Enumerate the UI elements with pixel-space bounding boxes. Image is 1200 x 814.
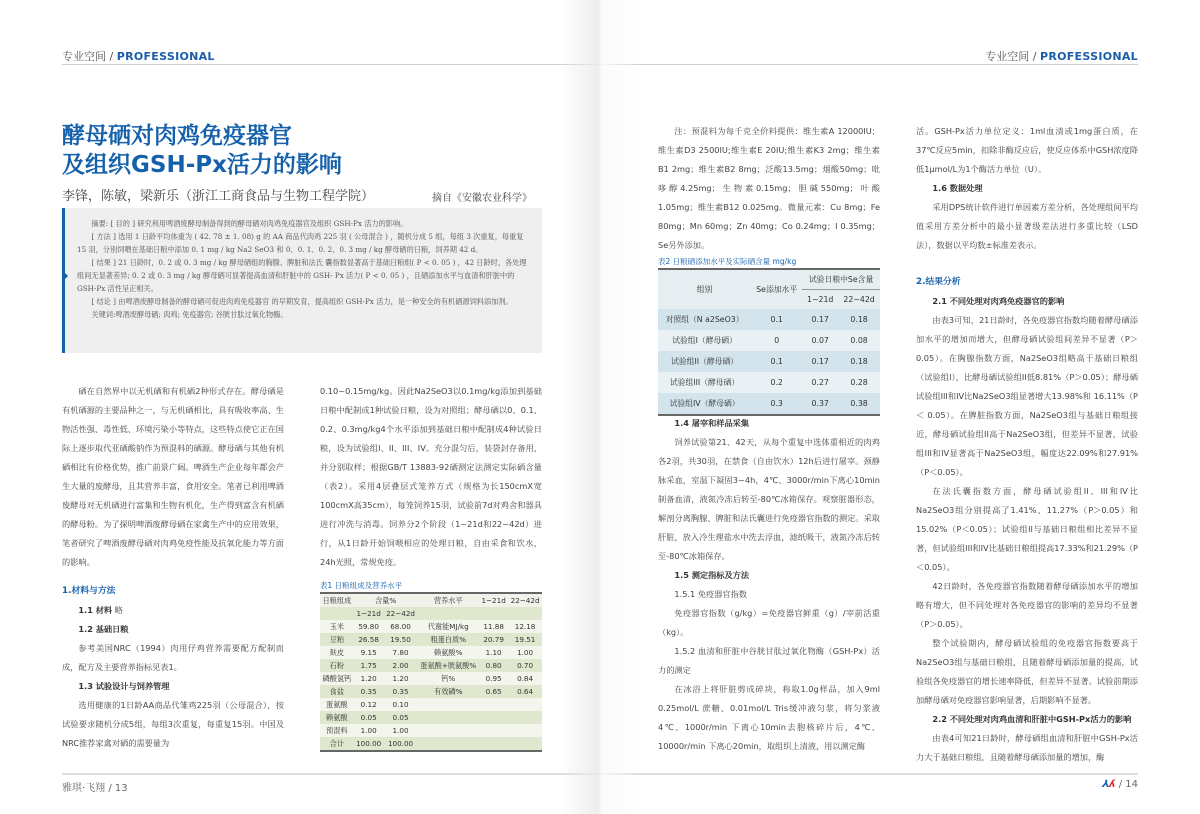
footer-divider [62, 773, 600, 775]
table-cell: 赖氨酸 [320, 711, 354, 724]
text-1-5-2: 在冰浴上将肝脏剪成碎块，称取1.0g样品，加入9ml 0.25mol/L 蔗糖、0.01mol/L Tris缓冲液匀浆，将匀浆液4℃、1000r/min 下离心10min去胞核碎片后，4℃、10000r/min 下离心20min，取组织上清液，用以测定酶 [658, 684, 880, 751]
subheading-1-5-1: 1.5.1 免疫器官指数 [674, 589, 747, 599]
section-heading-1: 1.材料与方法 [62, 586, 116, 596]
abstract-box [62, 208, 542, 353]
table-cell: 磷酸氢钙 [320, 672, 354, 685]
table-cell: 0.35 [384, 685, 418, 698]
table-cell: 试验组I（酵母硒） [658, 330, 751, 351]
table-cell: 9.15 [354, 646, 384, 659]
table-cell: 麸皮 [320, 646, 354, 659]
table-header-cell: 含量% [354, 593, 418, 607]
text-1-6: 采用DPS统计软件进行单因素方差分析，各处理组间平均值采用方差分析中的最小显著级差法进行多重比较（LSD法），数据以平均数±标准差表示。 [916, 202, 1138, 250]
table-cell: 钙% [417, 672, 479, 685]
subheading-1-3: 1.3 试验设计与饲养管理 [78, 681, 170, 691]
text-1-1: 略 [114, 605, 123, 615]
table-cell [417, 711, 479, 724]
table-header-cell: 组别 [658, 269, 751, 309]
table-row [658, 330, 880, 351]
table-cell: 粗蛋白质% [417, 633, 479, 646]
column-2 [320, 382, 542, 572]
section-header [62, 48, 215, 64]
table-cell: 蛋氨酸 [320, 698, 354, 711]
table-cell: 0.1 [751, 309, 802, 330]
page-number: / 14 [1118, 779, 1138, 790]
header-cn: 专业空间 / [62, 50, 117, 63]
abstract-marker-icon [62, 270, 68, 282]
table-cell: 合计 [320, 737, 354, 751]
subheading-2-1: 2.1 不同处理对肉鸡免疫器官的影响 [932, 296, 1065, 306]
subheading-1-1: 1.1 材料 [78, 605, 113, 615]
table-cell: 100.00 [354, 737, 384, 751]
table-row [320, 685, 542, 698]
text-2-1-p1: 由表3可知，21日龄时，各免疫器官指数均随着酵母硒添加水平的增加而增大，但酵母硒试验组间差异不显著（P＞0.05）。在胸腺指数方面，Na2SeO3组略高于基础日粮组（试验组I），比酵母硒试验组II低8.81%（P＞0.05）；酵母硒试验组III和IV比Na2SeO3组显著增大13.98%和 16.11%（P＜ 0.05）。在脾脏指数方面，Na2SeO3组与基础日粮组接近，酵母硒试验组II高于Na2SeO3组，但差异不显著，试验组III和IV显著高于Na2SeO3组，幅度达22.09%和27.91%（P＜0.05）。 [916, 315, 1138, 477]
table-cell [417, 724, 479, 737]
table-row [320, 672, 542, 685]
table-header-cell: 22~42d [838, 290, 880, 310]
table-cell [508, 737, 542, 751]
subheading-1-2: 1.2 基础日粮 [78, 624, 129, 634]
table-cell: 蛋氨酸+胱氨酸% [417, 659, 479, 672]
table-cell: 0.1 [751, 351, 802, 372]
table-cell: 0.17 [802, 309, 838, 330]
subheading-1-6: 1.6 数据处理 [932, 183, 983, 193]
text-2-1-p2: 在法氏囊指数方面，酵母硒试验组II、III和IV比Na2SeO3组分别提高了1.41%、11.27%（P＞0.05）和15.02%（P＜0.05）；试验组II与基础日粮组相比差异不显著，但试验组III和IV比基础日粮组提高17.33%和21.29%（P＜0.05）。 [916, 486, 1138, 572]
table-cell: 0.27 [802, 372, 838, 393]
table-cell [479, 698, 508, 711]
table-cell: 预混料 [320, 724, 354, 737]
table-cell [508, 724, 542, 737]
intro-paragraph: 硒在自然界中以无机硒和有机硒2种形式存在。酵母硒是有机硒源的主要品种之一，与无机硒相比，具有吸收率高、生物活性强、毒性低、环境污染小等特点，这些特点使它正在国际上逐步取代亚硒酸钠作为预混料的硒源。酵母硒与其他有机硒相比有价格优势，推广前景广阔。啤酒生产企业每年都会产生大量的废酵母，且其营养丰富，食用安全。笔者已利用啤酒废酵母对无机硒进行富集和生物有机化，生产得到富含有机硒的酵母粉。为了探明啤酒废酵母硒在家禽生产中的应用效果，笔者研究了啤酒废酵母硒对肉鸡免疫性能及抗氧化能力等方面的影响。 [62, 386, 284, 567]
text-1-3-cont: 0.10~0.15mg/kg。因此Na2SeO3以0.1mg/kg添加到基础日粮中配制成1种试验日粮，设为对照组；酵母硒以0、0.1、0.2、0.3mg/kg4个水平添加到基础日粮中配制成4种试验日粮，设为试验组I、II、III、IV。充分混匀后，装袋封存备用，并分别取样；根据GB/T 13883-92硒测定法测定实际硒含量（表2）。采用4层叠层式笼养方式（规格为长150cmX宽100cmX高35cm），每笼饲养15羽，试验前7d对鸡舍和器具进行冲洗与消毒。饲养分2个阶段（1~21d和22~42d）进行，从1日龄开始饲喂相应的处理日粮，自由采食和饮水，24h光照，常规免疫。 [320, 386, 542, 567]
header-en: PROFESSIONAL [1039, 50, 1138, 63]
table-header-cell [320, 607, 354, 620]
table-2 [658, 268, 880, 416]
table-header-cell [508, 607, 542, 620]
table-header-cell: 22~42d [508, 593, 542, 607]
table-header-cell: 22~42d [384, 607, 418, 620]
table-1 [320, 592, 542, 752]
table-cell: 石粉 [320, 659, 354, 672]
column-3 [658, 122, 880, 255]
table-cell: 59.80 [354, 620, 384, 633]
table-cell: 有效磷% [417, 685, 479, 698]
table-cell: 食盐 [320, 685, 354, 698]
subheading-2-2: 2.2 不同处理对肉鸡血清和肝脏中GSH-Px活力的影响 [932, 714, 1132, 724]
table-cell: 0.08 [838, 330, 880, 351]
title-line-1: 酵母硒对肉鸡免疫器官 [62, 123, 292, 149]
text-1-3: 选用健康的1日龄AA商品代雏鸡225羽（公母混合），按试验要求随机分成5组，每组3次重复，每重复15羽。中国及NRC推荐家禽对硒的需要量为 [62, 700, 284, 748]
table-cell: 0.65 [479, 685, 508, 698]
table-1-block [320, 580, 542, 752]
page-number-right [1101, 779, 1138, 790]
table-cell: 0.05 [354, 711, 384, 724]
table-cell [417, 737, 479, 751]
abstract-conclusion: [ 结论 ] 由啤酒废酵母制备的酵母硒可促进肉鸡免疫器官 的早期发育，提高组织 GSH-Px 活力，是一种安全的有机硒源饲料添加剂。 [91, 297, 513, 306]
table-cell: 0.38 [838, 393, 880, 415]
table-row [658, 309, 880, 330]
table-cell: 0.80 [479, 659, 508, 672]
table-cell: 0.64 [508, 685, 542, 698]
text-1-2: 参考美国NRC（1994）肉用仔鸡营养需要配方配制而成，配方及主要营养指标见表1。 [62, 643, 284, 672]
table-row [320, 698, 542, 711]
table-cell: 19.50 [384, 633, 418, 646]
subheading-1-5-2: 1.5.2 血清和肝脏中谷胱甘肽过氧化物酶（GSH-Px）活力的测定 [658, 646, 880, 675]
table-cell: 对照组（N a2SeO3） [658, 309, 751, 330]
table-2-caption: 表2 日粮硒添加水平及实际硒含量 mg/kg [658, 257, 797, 266]
table-cell [417, 698, 479, 711]
table-cell: 7.80 [384, 646, 418, 659]
table-header-cell: 日粮组成 [320, 593, 354, 607]
text-2-2: 由表4可知21日龄时，酵母硒组血清和肝脏中GSH-Px活力大于基础日粮组，且随着酵母硒添加量的增加，酶 [916, 733, 1138, 762]
table-row [320, 737, 542, 751]
header-divider [600, 64, 1138, 65]
table-cell: 试验组III（酵母硒） [658, 372, 751, 393]
footer-divider [600, 773, 1138, 775]
table-cell [479, 737, 508, 751]
table-cell: 1.75 [354, 659, 384, 672]
table-row [658, 351, 880, 372]
table-1-header [320, 593, 542, 607]
table-row [320, 620, 542, 633]
table-cell: 0 [751, 330, 802, 351]
table-row [658, 372, 880, 393]
premix-note: 注：预混料为每千克全价料提供：维生素A 12000IU；维生素D3 2500IU;维生素E 20IU;维生素K3 2mg；维生素B1 2mg；维生素B2 8mg；泛酸13.5mg；烟酸50mg；吡哆醇4.25mg；生物素0.15mg；胆碱550mg；叶酸1.05mg；维生素B12 0.025mg。微量元素：Cu 8mg；Fe 80mg；Mn 60mg；Zn 40mg；Co 0.24mg；I 0.35mg；Se另外添加。 [658, 126, 880, 250]
text-1-5-1: 免疫器官指数（g/kg）=免疫器官鲜重（g）/宰前活重（kg）。 [658, 608, 880, 637]
table-header-cell [479, 607, 508, 620]
table-cell: 试验组II（酵母硒） [658, 351, 751, 372]
table-cell: 0.12 [354, 698, 384, 711]
column-4 [916, 122, 1138, 767]
abstract-aim: 摘要: [ 目的 ] 研究利用啤酒废酵母制备得到的酵母硒对肉鸡免疫器官及组织 GSH-Px 活力的影响。 [91, 219, 408, 228]
table-cell: 19.51 [508, 633, 542, 646]
magazine-logo-icon: ⅄ʎ [1101, 779, 1116, 790]
table-cell: 1.20 [384, 672, 418, 685]
table-cell: 0.2 [751, 372, 802, 393]
table-header-cell [417, 607, 479, 620]
table-1-subheader [320, 607, 542, 620]
header-divider [62, 64, 600, 65]
table-cell: 0.28 [838, 372, 880, 393]
table-cell: 0.07 [802, 330, 838, 351]
authors: 李锋，陈敏，梁新乐（浙江工商食品与生物工程学院） [62, 189, 375, 204]
table-header-cell: Se添加水平 [751, 269, 802, 309]
source: 摘自《安徽农业科学》 [432, 193, 532, 204]
table-row [320, 633, 542, 646]
table-cell: 0.18 [838, 309, 880, 330]
table-cell: 1.00 [384, 724, 418, 737]
table-header-cell: 1~21d [354, 607, 384, 620]
section-heading-2: 2.结果分析 [916, 277, 961, 287]
table-row [320, 659, 542, 672]
table-cell: 20.79 [479, 633, 508, 646]
table-cell: 100.00 [384, 737, 418, 751]
text-2-1-p4: 整个试验期内，酵母硒试验组的免疫器官指数要高于Na2SeO3组与基础日粮组，且随着酵母硒添加量的提高，试验组各免疫器官的增长速率降低，但差异不显著。试验前期添加酵母硒对免疫器官影响显著，后期影响不显著。 [916, 638, 1138, 705]
right-page [600, 0, 1200, 814]
text-1-4: 饲养试验第21、42天，从每个重复中选体重相近的肉鸡各2羽，共30羽，在禁食（自由饮水）12h后进行屠宰。颈静脉采血，室温下凝固3~4h，4℃、3000r/min下离心10min制备血清，液氮冷冻后转至-80℃冰箱保存。观察脏器形态，解剖分离胸腺、脾脏和法氏囊进行免疫器官指数的测定。采取肝脏，放入冷生理盐水中洗去浮血，滤纸吸干，液氮冷冻后转至-80℃冰箱保存。 [658, 437, 880, 561]
subheading-1-5: 1.5 测定指标及方法 [674, 570, 750, 580]
table-cell: 2.00 [384, 659, 418, 672]
table-1-caption: 表1 日粮组成及营养水平 [320, 581, 403, 590]
table-header-cell: 1~21d [802, 290, 838, 310]
table-row [320, 724, 542, 737]
column-3-lower [658, 414, 880, 756]
table-cell: 1.00 [508, 646, 542, 659]
table-cell: 12.18 [508, 620, 542, 633]
table-cell: 玉米 [320, 620, 354, 633]
table-cell: 1.20 [354, 672, 384, 685]
table-cell: 0.70 [508, 659, 542, 672]
table-cell [508, 698, 542, 711]
text-1-5-2-cont: 活。GSH-Px活力单位定义：1ml血清或1mg蛋白质，在37℃反应5min，扣除非酶反应后，使反应体系中GSH浓度降低1μmol/L为1个酶活力单位（U）。 [916, 126, 1138, 174]
header-cn: 专业空间 / [985, 50, 1040, 63]
table-cell: 代谢能MJ/kg [417, 620, 479, 633]
page-number-left: 雅琪·飞翔 / 13 [62, 783, 128, 794]
table-cell: 1.00 [354, 724, 384, 737]
table-row [658, 393, 880, 415]
table-cell: 0.37 [802, 393, 838, 415]
table-cell: 1.10 [479, 646, 508, 659]
table-cell: 赖氨酸% [417, 646, 479, 659]
text-2-1-p3: 42日龄时，各免疫器官指数随着酵母硒添加水平的增加略有增大，但不同处理对各免疫器官的影响的差异均不显著（P＞0.05）。 [916, 581, 1138, 629]
table-cell: 0.95 [479, 672, 508, 685]
abstract-result: [ 结果 ] 21 日龄时，0. 2 或 0. 3 mg / kg 酵母硒组的胸腺、脾脏和法氏 囊指数显著高于基础日粮组( P < 0. 05 ) ，42 日龄时，各处理组间无显著差异; 0. 2 或 0. 3 mg / kg 酵母硒可显著提高血清和肝脏中的 GSH- Px 活力( P < 0. 05 ) ，且硒添加水平与血清和肝脏中的 GSH-Px 活性呈正相关。 [77, 258, 527, 293]
table-cell: 试验组IV（酵母硒） [658, 393, 751, 415]
table-row [320, 711, 542, 724]
table-cell: 0.35 [354, 685, 384, 698]
table-2-block [658, 256, 880, 416]
table-cell [508, 711, 542, 724]
table-header-cell: 1~21d [479, 593, 508, 607]
table-header-cell: 营养水平 [417, 593, 479, 607]
column-1 [62, 382, 284, 753]
table-cell: 0.84 [508, 672, 542, 685]
table-cell: 68.00 [384, 620, 418, 633]
title-line-2: 及组织GSH-Px活力的影响 [62, 152, 342, 178]
abstract-keywords: 关键词:啤酒废酵母硒; 肉鸡; 免疫器官; 谷胱甘肽过氧化物酶。 [91, 310, 288, 319]
table-cell: 0.17 [802, 351, 838, 372]
table-cell [479, 724, 508, 737]
header-en: PROFESSIONAL [116, 50, 215, 63]
table-cell: 0.18 [838, 351, 880, 372]
table-cell [479, 711, 508, 724]
table-cell: 26.58 [354, 633, 384, 646]
table-2-header [658, 269, 880, 290]
table-cell: 豆粕 [320, 633, 354, 646]
table-cell: 0.05 [384, 711, 418, 724]
table-header-cell: 试验日粮中Se含量 [802, 269, 880, 290]
table-cell: 11.88 [479, 620, 508, 633]
subheading-1-4: 1.4 屠宰和样品采集 [674, 418, 750, 428]
table-cell: 0.10 [384, 698, 418, 711]
table-cell: 0.3 [751, 393, 802, 415]
article-title [62, 122, 342, 180]
table-row [320, 646, 542, 659]
abstract-method: [ 方法 ] 选用 1 日龄平均体重为 ( 42. 78 ± 1. 08) g 的 AA 商品代肉鸡 225 羽 ( 公母混合 ) ，随机分成 5 组，每组 3 次重复，每重复 15 羽，分别饲喂在基础日粮中添加 0. 1 mg / kg Na2 SeO3 和 0、0. 1、0. 2、0. 3 mg / kg 酵母硒的日粮，饲养期 42 d。 [77, 232, 524, 254]
section-header [985, 48, 1138, 64]
